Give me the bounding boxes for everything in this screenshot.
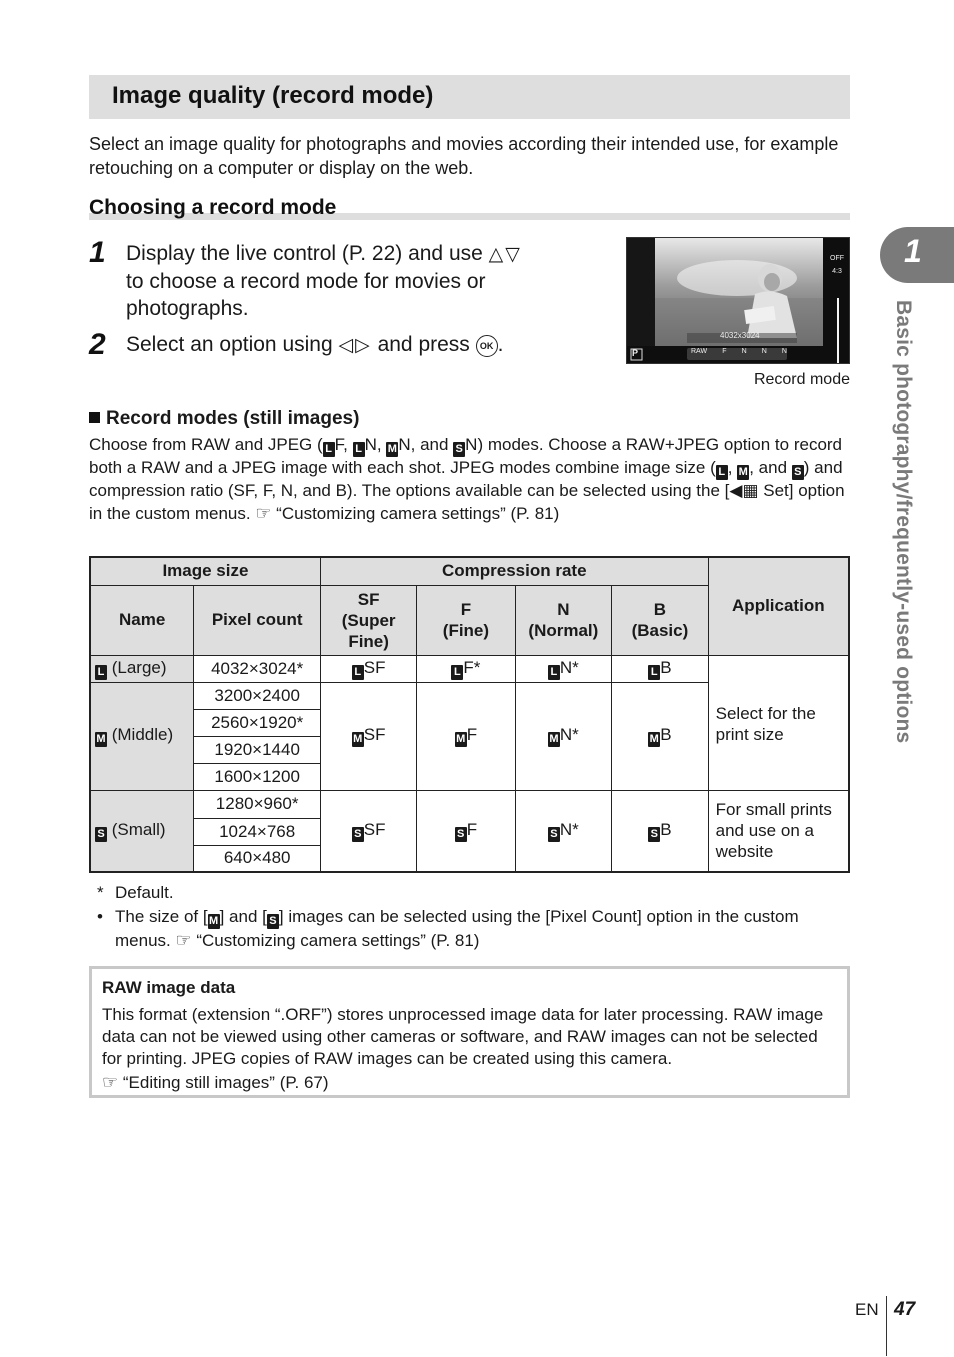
cell-text: B bbox=[660, 819, 672, 839]
header-compression-rate: Compression rate bbox=[320, 557, 708, 585]
middle-size-icon: M bbox=[209, 914, 219, 927]
pixel-cell: 3200×2400 bbox=[194, 682, 321, 709]
middle-size-icon: M bbox=[738, 466, 748, 478]
screen-side-bar bbox=[827, 252, 847, 278]
header-sf: SF (Super Fine) bbox=[320, 585, 416, 655]
raw-box-text: This format (extension “.ORF”) stores unprocessed image data for later processing. RAW image data can not be viewed using other cameras or software, and RAW images can not be selected for printing. JPEG copies of RAW images can be created using this camera. bbox=[102, 1005, 824, 1069]
footer-divider bbox=[886, 1296, 887, 1356]
pixel-cell: 1280×960* bbox=[194, 790, 321, 818]
large-size-icon: L bbox=[451, 665, 463, 680]
cell-text: B bbox=[660, 657, 672, 677]
middle-size-icon: M bbox=[649, 733, 659, 745]
raw-box-ref: “Editing still images” (P. 67) bbox=[118, 1072, 329, 1092]
screen-bottom-item: F bbox=[722, 348, 727, 355]
header-application: Application bbox=[708, 557, 849, 655]
step-1-text bbox=[126, 240, 596, 322]
row-name-large bbox=[90, 655, 194, 682]
application-small: For small prints and use on a website bbox=[708, 790, 849, 872]
n-cell bbox=[515, 682, 612, 790]
screen-bottom-bar bbox=[691, 348, 787, 355]
cell-text: N* bbox=[559, 725, 579, 744]
cell-text: F bbox=[466, 819, 478, 839]
n-cell bbox=[515, 790, 612, 872]
small-size-icon: S bbox=[267, 914, 279, 929]
small-size-icon: S bbox=[95, 827, 107, 842]
chapter-tab bbox=[880, 227, 954, 283]
camera-screen bbox=[626, 237, 850, 364]
para-text: , bbox=[727, 458, 738, 477]
subheading: Choosing a record mode bbox=[89, 196, 337, 219]
row-name-text: (Middle) bbox=[111, 725, 174, 744]
cell-text: SF bbox=[363, 725, 386, 744]
sf-cell bbox=[320, 655, 416, 682]
header-n: N (Normal) bbox=[515, 585, 612, 655]
small-size-icon: S bbox=[792, 465, 804, 480]
para-text: “Customizing camera settings” (P. 81) bbox=[271, 504, 560, 524]
screen-bottom-item: N bbox=[761, 348, 767, 355]
middle-size-icon: M bbox=[96, 733, 106, 745]
pixel-cell: 1920×1440 bbox=[194, 736, 321, 763]
large-size-icon: L bbox=[323, 442, 335, 457]
header-image-size: Image size bbox=[90, 557, 320, 585]
para-text: , and bbox=[749, 458, 792, 477]
camera-screen-image bbox=[627, 238, 849, 363]
pointing-hand-icon: ☞ bbox=[102, 1071, 119, 1092]
middle-size-icon: M bbox=[387, 443, 397, 455]
middle-size-icon: M bbox=[549, 733, 559, 745]
raw-info-box bbox=[89, 966, 850, 1098]
b-cell bbox=[612, 682, 708, 790]
pointing-hand-icon: ☞ bbox=[255, 503, 272, 524]
page-title: Image quality (record mode) bbox=[112, 82, 434, 109]
row-name-middle bbox=[90, 682, 194, 790]
chapter-number: 1 bbox=[904, 233, 922, 269]
b-cell bbox=[612, 790, 708, 872]
para-text: N, and bbox=[398, 435, 454, 454]
para-text: Choose from RAW and JPEG ( bbox=[89, 435, 323, 454]
up-down-arrows-icon: △▽ bbox=[488, 244, 522, 265]
step-1-line2: to choose a record mode for movies or bbox=[126, 270, 486, 293]
header-b: B (Basic) bbox=[612, 585, 708, 655]
screen-side-item: OFF bbox=[830, 255, 844, 262]
cell-text: F bbox=[466, 725, 478, 744]
step-2-text bbox=[126, 331, 596, 359]
step-1-number: 1 bbox=[89, 236, 106, 269]
step-2-after: . bbox=[497, 333, 504, 356]
large-size-icon: L bbox=[648, 665, 660, 680]
asterisk-mark: * bbox=[97, 883, 104, 902]
square-bullet-icon bbox=[89, 412, 100, 423]
screen-bottom-item: N bbox=[741, 348, 747, 355]
screen-callout-label: Record mode bbox=[753, 371, 850, 388]
note-text: ] and [ bbox=[219, 906, 267, 926]
header-name: Name bbox=[90, 585, 194, 655]
cell-text: SF bbox=[363, 657, 386, 677]
large-size-icon: L bbox=[353, 442, 365, 457]
raw-box-body bbox=[102, 1004, 840, 1094]
pixel-cell: 1024×768 bbox=[194, 818, 321, 845]
f-cell bbox=[417, 682, 515, 790]
small-size-icon: S bbox=[648, 827, 660, 842]
large-size-icon: L bbox=[95, 665, 107, 680]
row-name-text: (Large) bbox=[111, 657, 167, 677]
note-text: The size of [ bbox=[115, 906, 208, 926]
n-cell bbox=[515, 655, 612, 682]
small-size-icon: S bbox=[548, 827, 560, 842]
screen-side-item: 4:3 bbox=[832, 268, 842, 275]
screen-resolution: 4032x3024 bbox=[720, 331, 760, 340]
chapter-label: Basic photography/frequently-used options bbox=[892, 300, 915, 744]
note-size bbox=[89, 906, 829, 953]
record-modes-heading bbox=[89, 408, 359, 430]
b-cell bbox=[612, 655, 708, 682]
pixel-cell: 2560×1920* bbox=[194, 709, 321, 736]
small-size-icon: S bbox=[455, 827, 467, 842]
footer-language: EN bbox=[855, 1300, 879, 1319]
large-size-icon: L bbox=[548, 665, 560, 680]
screen-bottom-item: RAW bbox=[691, 348, 708, 355]
ok-button-icon: OK bbox=[476, 335, 498, 357]
title-bar bbox=[89, 75, 850, 119]
bullet-mark: • bbox=[97, 906, 103, 926]
header-pixel-count: Pixel count bbox=[194, 585, 321, 655]
cell-text: B bbox=[660, 725, 672, 744]
table-row bbox=[90, 790, 849, 818]
note-default bbox=[89, 882, 829, 905]
large-size-icon: L bbox=[352, 665, 364, 680]
table-notes bbox=[89, 882, 829, 952]
pixel-cell: 640×480 bbox=[194, 845, 321, 872]
cell-text: N* bbox=[559, 657, 579, 677]
note-text: “Customizing camera settings” (P. 81) bbox=[191, 930, 480, 950]
record-modes-paragraph bbox=[89, 434, 851, 526]
sf-cell bbox=[320, 682, 416, 790]
cell-text: N* bbox=[559, 819, 579, 839]
large-size-icon: L bbox=[716, 465, 728, 480]
small-size-icon: S bbox=[453, 442, 465, 457]
record-modes-table bbox=[89, 556, 850, 873]
note-text: Default. bbox=[115, 883, 174, 902]
pixel-cell: 4032×3024* bbox=[194, 655, 321, 682]
left-right-arrows-icon: ◁▷ bbox=[338, 335, 372, 356]
sf-cell bbox=[320, 790, 416, 872]
step-2-number: 2 bbox=[89, 328, 106, 361]
step-2-middle: and press bbox=[377, 333, 470, 356]
middle-size-icon: M bbox=[456, 733, 466, 745]
page-number: 47 bbox=[894, 1299, 916, 1320]
small-size-icon: S bbox=[352, 827, 364, 842]
f-cell bbox=[417, 790, 515, 872]
f-cell bbox=[417, 655, 515, 682]
screen-bottom-item: N bbox=[781, 348, 787, 355]
table-row bbox=[90, 655, 849, 682]
para-text: N, bbox=[364, 435, 387, 454]
step-1-line3: photographs. bbox=[126, 297, 249, 320]
screen-mode: P bbox=[632, 348, 639, 358]
step-2-before: Select an option using bbox=[126, 333, 333, 356]
raw-box-title: RAW image data bbox=[102, 978, 236, 997]
para-text: F, bbox=[334, 435, 353, 454]
row-name-small bbox=[90, 790, 194, 872]
header-f: F (Fine) bbox=[417, 585, 515, 655]
para-text: N) modes. Choose a RAW+JPEG option to record both a RAW and a JPEG image with each shot. JPEG modes combine image size ( bbox=[89, 435, 843, 477]
intro-paragraph: Select an image quality for photographs and movies according their intended use, for example retouching on a computer or display on the web. bbox=[89, 134, 839, 178]
record-modes-heading-text: Record modes (still images) bbox=[106, 408, 360, 429]
step-1-line1: Display the live control (P. 22) and use bbox=[126, 242, 483, 265]
cell-text: F* bbox=[463, 657, 481, 677]
cell-text: SF bbox=[363, 819, 386, 839]
pixel-cell: 1600×1200 bbox=[194, 763, 321, 790]
row-name-text: (Small) bbox=[111, 819, 166, 839]
para-text: ) and compression ratio (SF, F, N, and B). The options available can be selected using the [ bbox=[89, 458, 843, 500]
image-quality-set-icon: ◀▦ bbox=[729, 481, 759, 500]
middle-size-icon: M bbox=[353, 733, 363, 745]
note-text: ] images can be selected using the [Pixel Count] option in the custom menus. bbox=[115, 906, 799, 950]
pointing-hand-icon: ☞ bbox=[175, 929, 192, 950]
para-text: Set] option in the custom menus. bbox=[89, 481, 845, 524]
application-print: Select for the print size bbox=[708, 655, 849, 790]
